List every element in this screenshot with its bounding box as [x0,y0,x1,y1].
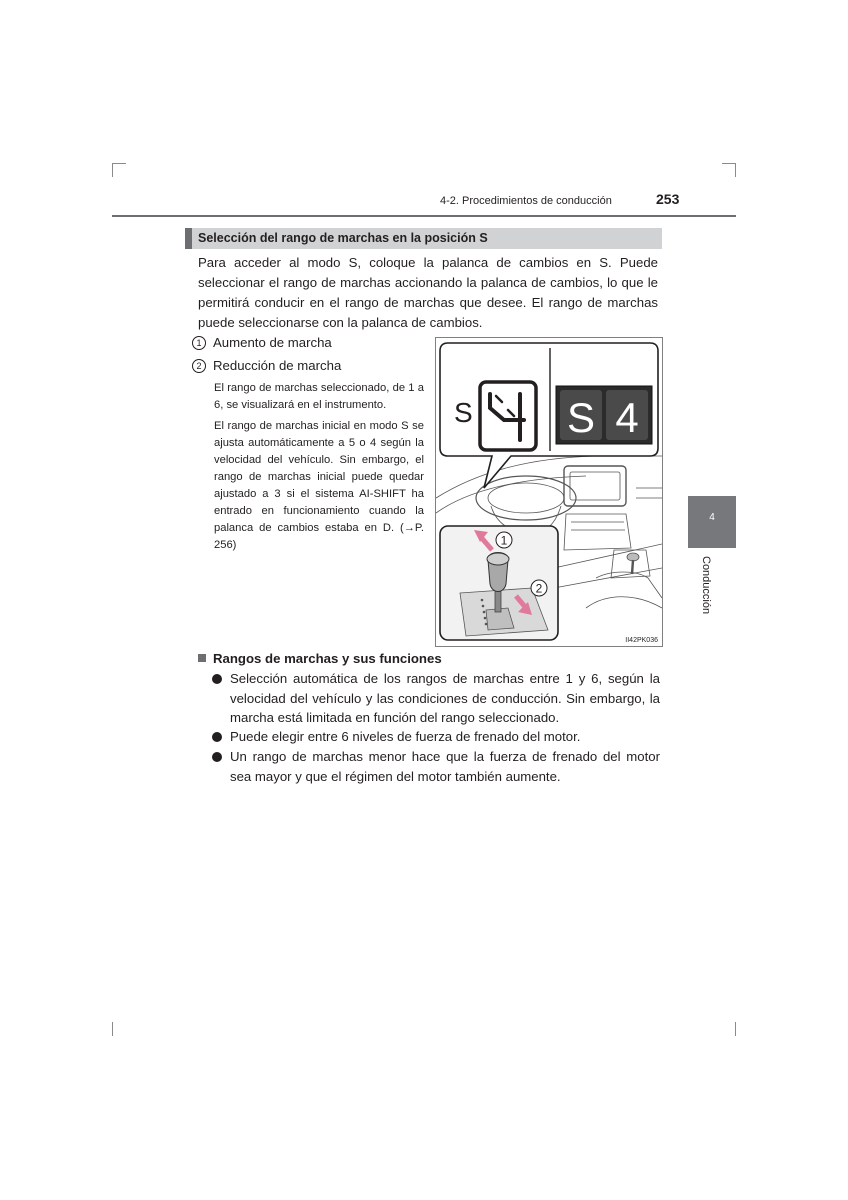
callout-number: 2 [192,359,206,373]
bullet-item [212,727,660,747]
subsection-title: Rangos de marchas y sus funciones [213,651,442,666]
note-paragraph: El rango de marchas seleccionado, de 1 a 6, se visualizará en el instrumento. [214,382,424,411]
callout-1: 1 [500,533,508,548]
display-gear-badge: 4 [615,394,639,441]
crop-mark-bottom-right [735,1022,736,1036]
section-title: Selección del rango de marchas en la posición S [198,231,488,245]
section-heading-bar [185,228,662,249]
note-paragraph: El rango de marchas inicial en modo S se ajusta automáticamente a 5 o 4 según la velocidad del vehículo. Sin embargo, el rango de marchas inicial puede quedar ajustado a 3 si el sistema AI-SHIFT ha entrado en funcionamiento cuando la palanca de cambios estaba en D. (→P. 256) [214,420,424,551]
crop-mark-top-right [735,163,736,177]
svg-text:S: S [566,394,596,441]
crop-mark-top-right [722,163,736,164]
list-item [192,335,332,350]
header-rule [112,215,736,217]
bullet-text: Puede elegir entre 6 niveles de fuerza de frenado del motor. [230,729,581,744]
illustration [436,338,662,646]
chapter-tab[interactable] [688,496,736,548]
running-header-section: 4-2. Procedimientos de conducción [440,195,612,207]
item-label: Aumento de marcha [213,335,332,350]
display-mode-letter: S [454,397,473,428]
square-bullet-icon [198,654,206,662]
bullet-dot-icon [212,752,222,762]
callout-number: 1 [192,336,206,350]
bullet-dot-icon [212,732,222,742]
page-number: 253 [656,191,680,207]
crop-mark-top-left [112,163,113,177]
gear-selector-figure [435,337,663,647]
item-label: Reducción de marcha [213,358,342,373]
callout-2: 2 [535,581,543,596]
figure-code: II42PK036 [625,637,658,644]
bullet-text: Selección automática de los rangos de marchas entre 1 y 6, según la velocidad del vehículo y las condiciones de conducción. Sin embargo, la marcha está limitada en función del rango seleccionado. [230,671,660,725]
crop-mark-top-left [112,163,126,164]
bullet-item [212,747,660,786]
crop-mark-bottom-left [112,1022,113,1036]
chapter-tab-number: 4 [709,512,715,523]
intro-paragraph: Para acceder al modo S, coloque la palanca de cambios en S. Puede seleccionar el rango de marchas accionando la palanca de cambios, lo que le permitirá conducir en el rango de marchas que desee. El rango de marchas puede seleccionarse con la palanca de cambios. [198,255,658,330]
bullet-dot-icon [212,674,222,684]
bullet-text: Un rango de marchas menor hace que la fuerza de frenado del motor sea mayor y que el régimen del motor también aumente. [230,749,660,784]
list-item [192,358,341,373]
subsection-heading [198,651,442,666]
bullet-item [212,669,660,728]
chapter-tab-label: Conducción [700,556,712,615]
